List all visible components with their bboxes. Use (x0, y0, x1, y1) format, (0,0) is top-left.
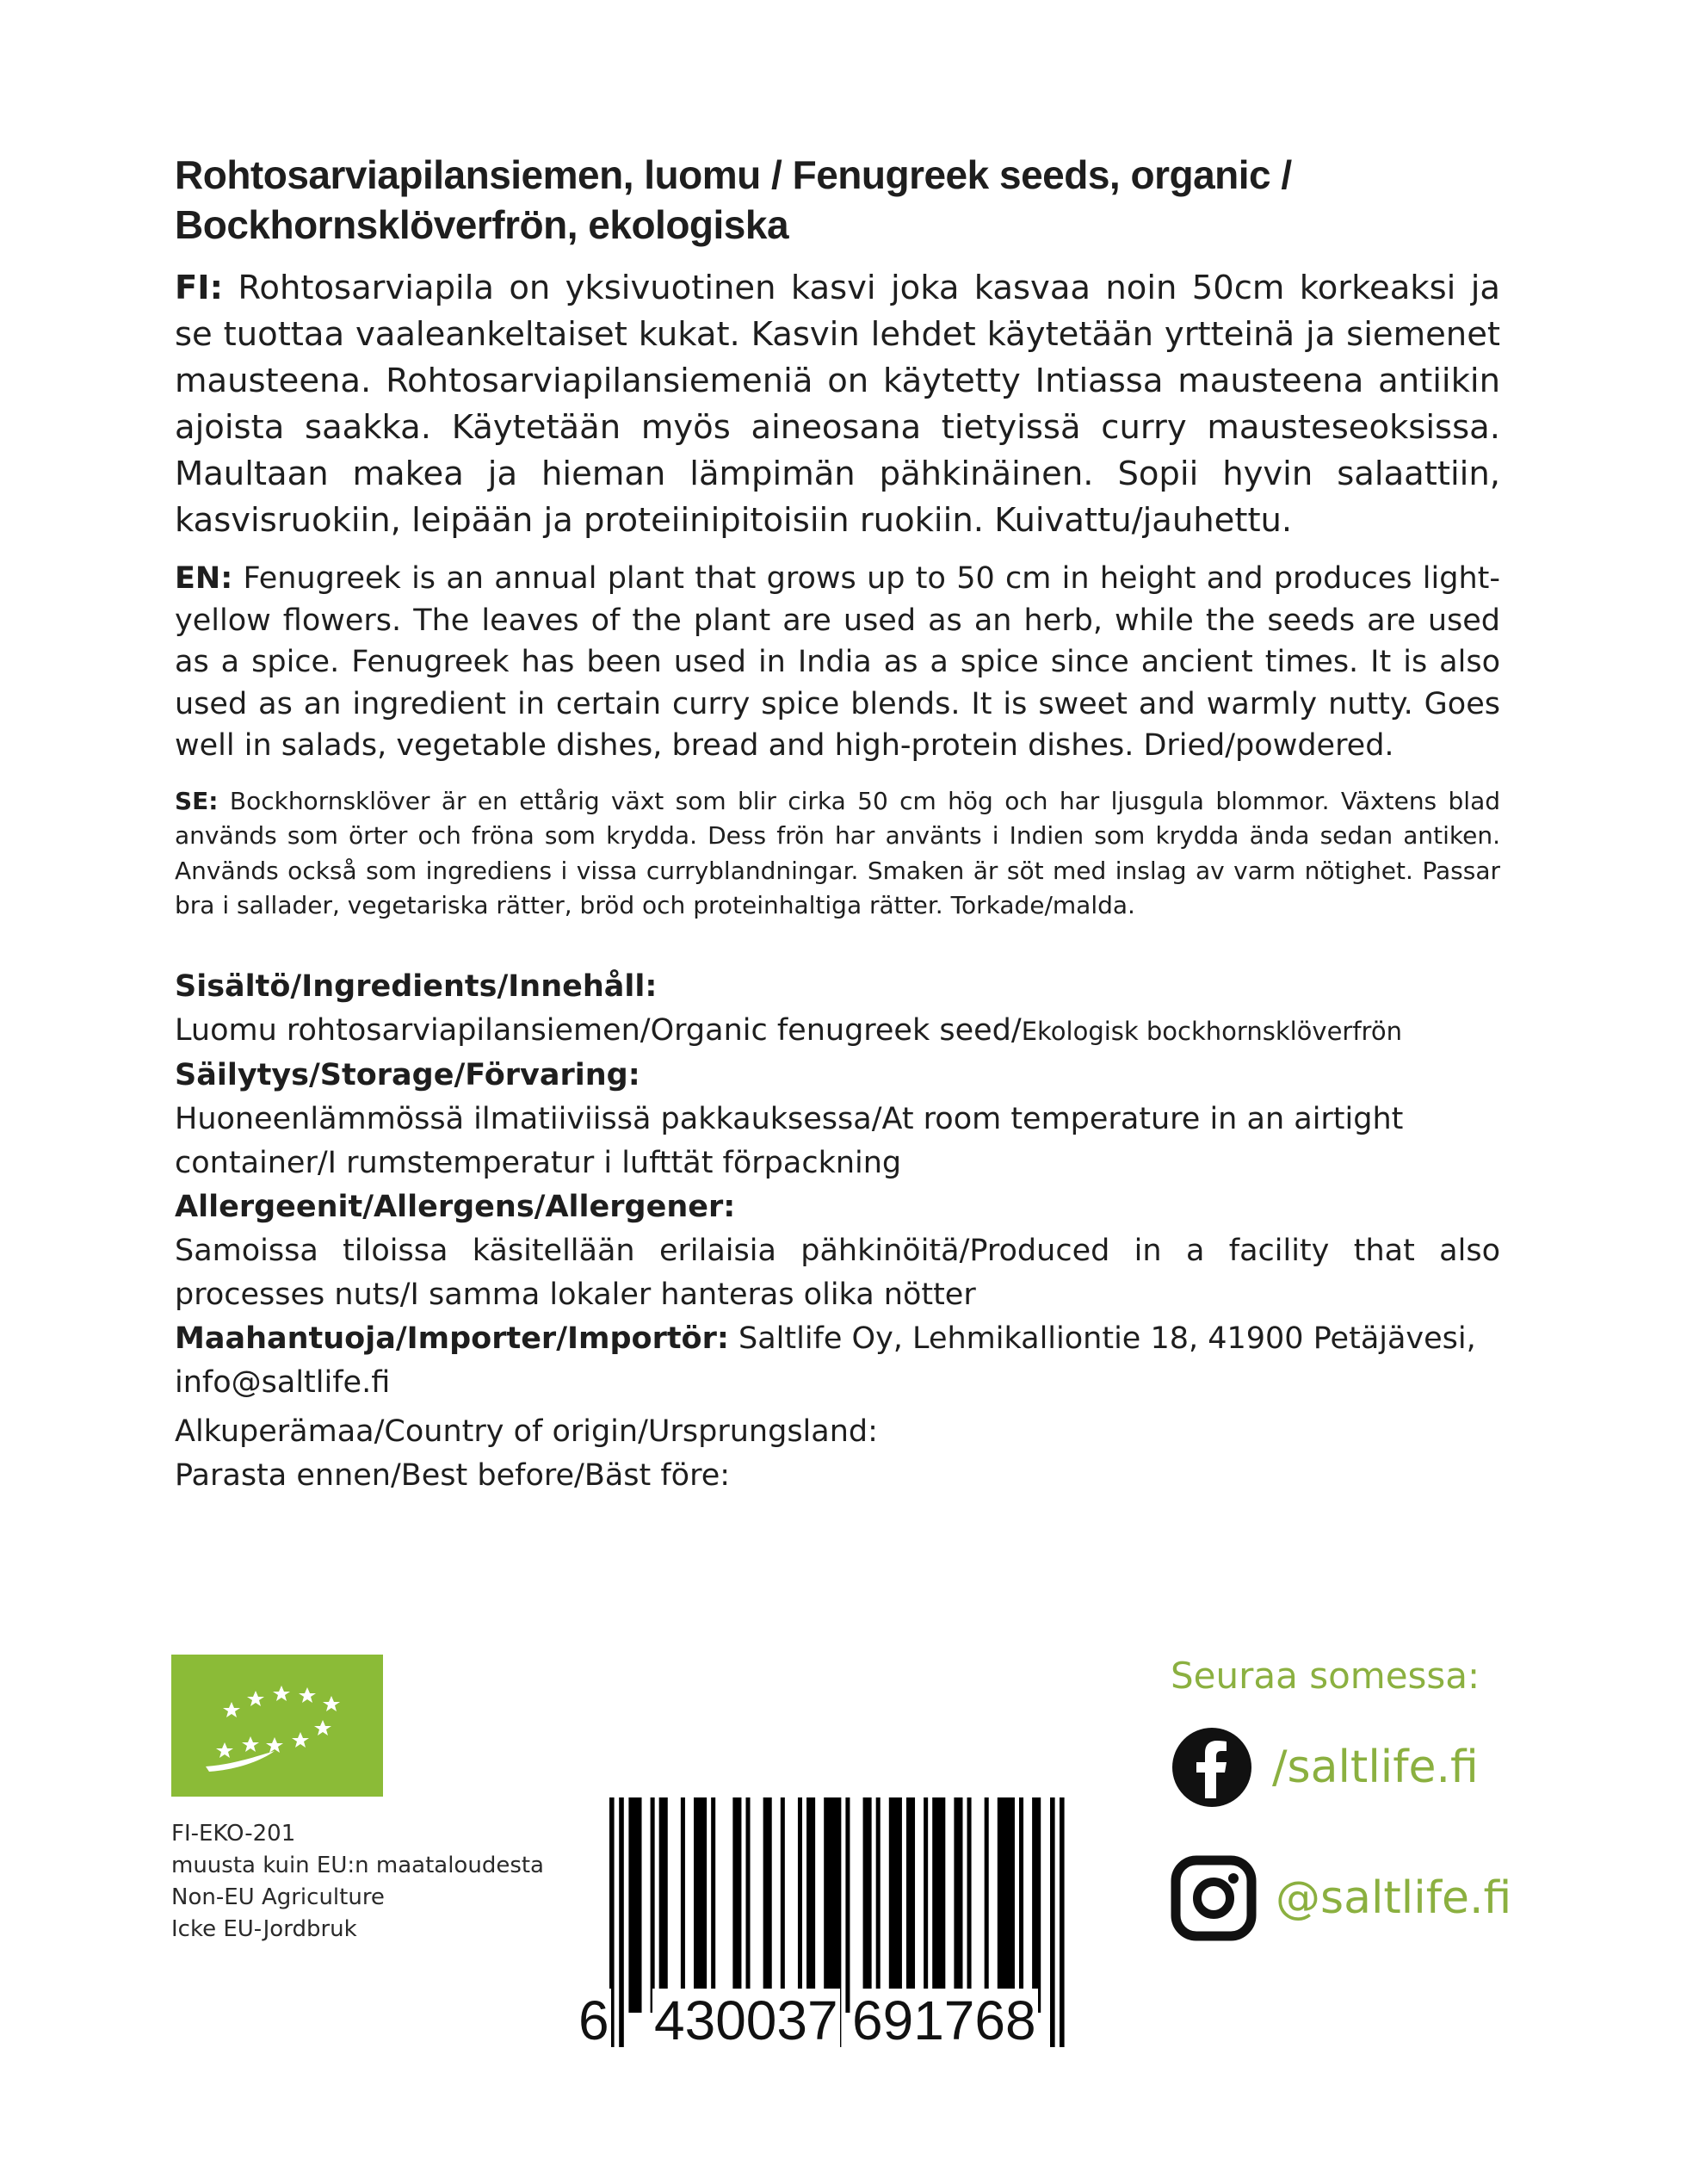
barcode-number (568, 1978, 1102, 2056)
instagram-link[interactable] (1171, 1855, 1511, 1941)
label-text-area (175, 150, 1500, 1498)
description-se (175, 784, 1500, 924)
barcode-right-digits: 691768 (852, 1989, 1036, 2051)
eu-leaf-stars-icon (171, 1655, 383, 1797)
description-en-text: Fenugreek is an annual plant that grows up to 50 cm in height and produces light-yellow flowers. The leaves of the plant are used as an herb, while the seeds are used as a spice. Fenugreek has been used in India as a spice since ancient times. It is also used as an ingredient in certain curry spice blends. It is sweet and warmly nutty. Goes well in salads, vegetable dishes, bread and high-protein dishes. Dried/powdered. (175, 561, 1500, 763)
description-se-text: Bockhornsklöver är en ettårig växt som blir cirka 50 cm hög och har ljusgula blommor. Växtens blad används som örter och fröna som krydda. Dess frön har använts i Indien som krydda ända sedan antiken. Används också som ingrediens i vissa curryblandningar. Smaken är söt med inslag av varm nötighet. Passar bra i sallader, vegetariska rätter, bröd och proteinhaltiga rätter. Torkade/malda. (175, 786, 1500, 919)
description-en (175, 558, 1500, 767)
facebook-icon (1171, 1726, 1253, 1809)
product-title: Rohtosarviapilansiemen, luomu / Fenugreek seeds, organic / Bockhornsklöverfrön, ekologiska (175, 152, 1292, 247)
eu-organic-leaf-logo (171, 1655, 383, 1797)
barcode-left-digits: 430037 (654, 1989, 838, 2051)
description-fi (175, 265, 1500, 544)
organic-info (171, 1818, 584, 1946)
follow-heading: Seuraa somessa: (1171, 1655, 1480, 1697)
instagram-icon (1171, 1855, 1257, 1941)
description-fi-text: Rohtosarviapila on yksivuotinen kasvi joka kasvaa noin 50cm korkeaksi ja se tuottaa vaaleankeltaiset kukat. Kasvin lehdet käytetään yrtteinä ja siemenet mausteena. Rohtosarviapilansiemeniä on käytetty Intiassa mausteena antiikin ajoista saakka. Käytetään myös aineosana tietyissä curry mausteseoksissa. Maultaan makea ja hieman lämpimän pähkinäinen. Sopii hyvin salaattiin, kasvisruokiin, leipään ja proteiinipitoisiin ruokiin. Kuivattu/jauhettu. (175, 269, 1500, 540)
organic-code: FI-EKO-201 (171, 1821, 296, 1847)
product-info (175, 965, 1500, 1498)
organic-origin-en: Non-EU Agriculture (171, 1884, 385, 1910)
storage-heading: Säilytys/Storage/Förvaring: (175, 1057, 640, 1092)
organic-origin-se: Icke EU-Jordbruk (171, 1916, 357, 1942)
lang-label-fi: FI: (175, 269, 224, 307)
ingredients-text-main: Luomu rohtosarviapilansiemen/Organic fenugreek seed/ (175, 1012, 1022, 1048)
facebook-handle: /saltlife.fi (1272, 1742, 1479, 1793)
allergens-heading: Allergeenit/Allergens/Allergener: (175, 1189, 736, 1224)
lang-label-se: SE: (175, 786, 219, 815)
barcode-first-digit: 6 (578, 1989, 609, 2051)
organic-origin-fi: muusta kuin EU:n maataloudesta (171, 1853, 544, 1878)
origin-line: Alkuperämaa/Country of origin/Ursprungsland: (175, 1414, 878, 1449)
instagram-handle: @saltlife.fi (1276, 1872, 1512, 1924)
lang-label-en: EN: (175, 561, 233, 596)
ingredients-text-small: Ekologisk bockhornsklöverfrön (1021, 1016, 1402, 1046)
ingredients-text (175, 1009, 1500, 1054)
allergens-text: Samoissa tiloissa käsitellään erilaisia pähkinöitä/Produced in a facility that also processes nuts/I samma lokaler hanteras olika nötter (175, 1233, 1500, 1312)
ingredients-heading: Sisältö/Ingredients/Innehåll: (175, 968, 658, 1004)
importer (175, 1317, 1483, 1405)
importer-text: Saltlife Oy, Lehmikalliontie 18, 41900 Petäjävesi, info@saltlife.fi (175, 1321, 1476, 1400)
importer-heading: Maahantuoja/Importer/Importör: (175, 1321, 729, 1356)
best-before-line: Parasta ennen/Best before/Bäst före: (175, 1457, 731, 1493)
storage-text: Huoneenlämmössä ilmatiiviissä pakkauksessa/At room temperature in an airtight container/I rumstemperatur i lufttät förpackning (175, 1101, 1404, 1180)
facebook-link[interactable] (1171, 1726, 1479, 1809)
